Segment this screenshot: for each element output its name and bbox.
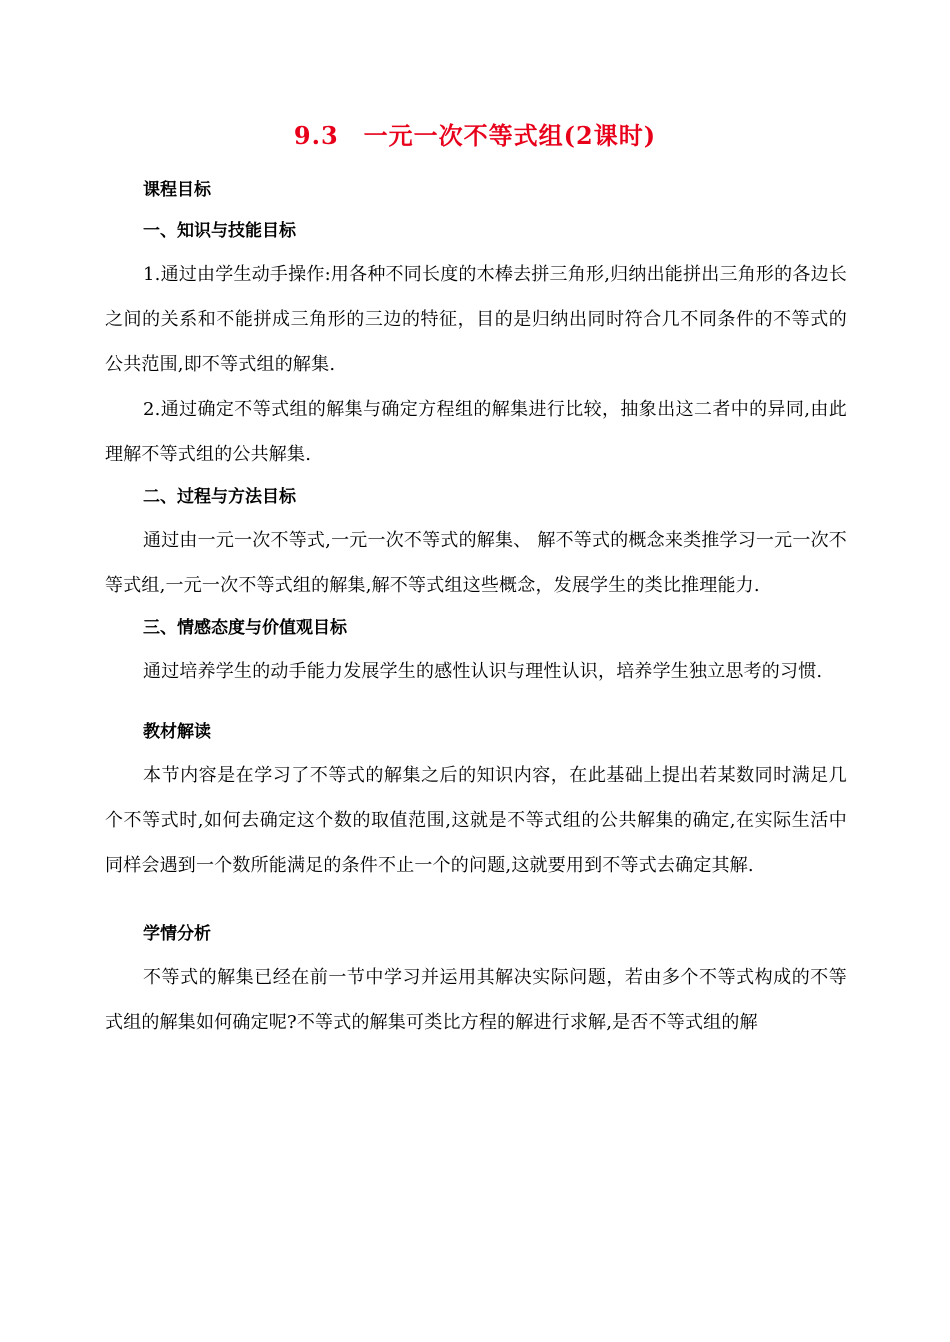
heading-course-goals: 课程目标 xyxy=(143,180,211,200)
paragraph-goal2: 通过由一元一次不等式,一元一次不等式的解集、 解不等式的概念来类推学习一元一次不等式组,一元一次不等式组的解集,解不等式组这些概念，发展学生的类比推理能力. xyxy=(105,530,847,596)
heading-knowledge-skills: 一、知识与技能目标 xyxy=(143,221,296,241)
document-title: 9.3 一元一次不等式组(2课时) xyxy=(293,121,657,150)
paragraph-goal1-item2: 2.通过确定不等式组的解集与确定方程组的解集进行比较，抽象出这二者中的异同,由此理解不等式组的公共解集. xyxy=(105,399,847,465)
paragraph-textbook: 本节内容是在学习了不等式的解集之后的知识内容，在此基础上提出若某数同时满足几个不等式时,如何去确定这个数的取值范围,这就是不等式组的公共解集的确定,在实际生活中同样会遇到一个数所能满足的条件不止一个的问题,这就要用到不等式去确定其解. xyxy=(105,765,847,876)
heading-emotion-values: 三、情感态度与价值观目标 xyxy=(143,618,347,638)
paragraph-goal3: 通过培养学生的动手能力发展学生的感性认识与理性认识，培养学生独立思考的习惯. xyxy=(143,661,823,682)
heading-textbook-reading: 教材解读 xyxy=(143,722,211,742)
document-body xyxy=(105,170,847,1045)
paragraph-analysis: 不等式的解集已经在前一节中学习并运用其解决实际问题，若由多个不等式构成的不等式组的解集如何确定呢?不等式的解集可类比方程的解进行求解,是否不等式组的解 xyxy=(105,967,847,1033)
paragraph-goal1-item1: 1.通过由学生动手操作:用各种不同长度的木棒去拼三角形,归纳出能拼出三角形的各边长之间的关系和不能拼成三角形的三边的特征，目的是归纳出同时符合几不同条件的不等式的公共范围,即不等式组的解集. xyxy=(105,264,847,375)
spacer xyxy=(105,694,847,712)
heading-process-method: 二、过程与方法目标 xyxy=(143,487,296,507)
heading-learner-analysis: 学情分析 xyxy=(143,924,211,944)
spacer xyxy=(105,888,847,914)
